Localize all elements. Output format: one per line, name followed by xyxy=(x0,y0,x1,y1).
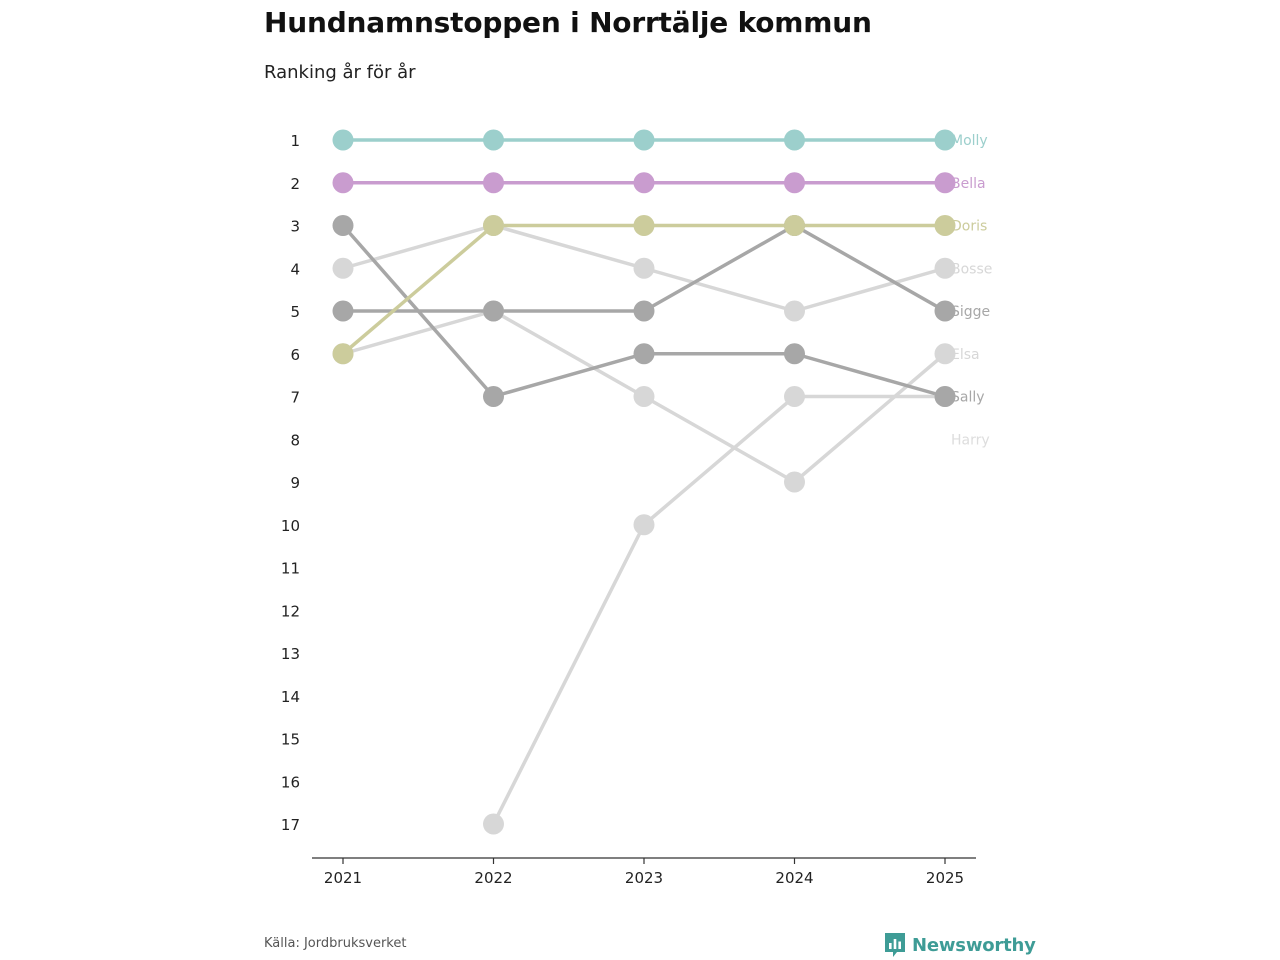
x-tick-label: 2025 xyxy=(925,869,965,887)
series-lines xyxy=(343,140,945,824)
y-tick-label: 17 xyxy=(280,816,300,834)
series-label-sally: Sally xyxy=(951,389,985,406)
chart-title: Hundnamnstoppen i Norrtälje kommun xyxy=(264,6,872,39)
series-label-doris: Doris xyxy=(951,218,988,235)
data-point-bosse xyxy=(333,258,354,279)
y-axis-ticks xyxy=(281,132,300,834)
y-tick-label: 1 xyxy=(290,132,300,150)
data-point-bosse xyxy=(784,301,805,322)
data-point-molly xyxy=(483,130,504,151)
y-tick-label: 12 xyxy=(280,602,300,621)
y-tick-label: 8 xyxy=(290,431,300,450)
data-point-elsa xyxy=(784,472,805,493)
data-point-molly xyxy=(784,130,805,151)
data-point-sally xyxy=(483,301,504,322)
y-tick-label: 2 xyxy=(290,174,300,193)
brand-logo[interactable] xyxy=(884,932,1036,958)
x-axis-ticks xyxy=(324,858,964,887)
data-point-sally xyxy=(333,301,354,322)
bar-chart-icon xyxy=(884,932,906,958)
x-tick-label: 2024 xyxy=(775,869,814,887)
data-point-harry xyxy=(784,386,805,407)
source-note: Källa: Jordbruksverket xyxy=(264,936,407,951)
y-tick-label: 6 xyxy=(290,345,300,364)
y-tick-label: 3 xyxy=(290,217,300,236)
data-point-bella xyxy=(634,172,655,193)
data-point-bella xyxy=(483,172,504,193)
data-point-doris xyxy=(333,343,354,364)
series-line-doris xyxy=(343,226,945,354)
y-tick-label: 9 xyxy=(290,474,300,492)
data-point-harry xyxy=(634,514,655,535)
x-tick-label: 2021 xyxy=(323,869,363,887)
data-point-sigge xyxy=(483,386,504,407)
data-point-doris xyxy=(784,215,805,236)
series-labels xyxy=(951,133,992,448)
data-point-doris xyxy=(634,215,655,236)
y-tick-label: 14 xyxy=(280,687,300,706)
chart-subtitle: Ranking år för år xyxy=(264,62,416,83)
series-label-bella: Bella xyxy=(951,175,986,192)
brand-name: Newsworthy xyxy=(912,934,1036,956)
data-point-sigge xyxy=(634,343,655,364)
y-tick-label: 15 xyxy=(280,730,300,749)
series-label-harry: Harry xyxy=(951,432,990,449)
data-point-elsa xyxy=(634,386,655,407)
data-point-harry xyxy=(483,814,504,835)
series-points xyxy=(333,130,956,835)
data-point-bella xyxy=(333,172,354,193)
x-tick-label: 2022 xyxy=(474,869,513,887)
y-tick-label: 11 xyxy=(280,559,300,578)
y-tick-label: 4 xyxy=(290,260,300,279)
y-tick-label: 10 xyxy=(280,516,300,535)
data-point-sigge xyxy=(333,215,354,236)
data-point-bella xyxy=(784,172,805,193)
series-line-harry xyxy=(494,397,946,825)
data-point-molly xyxy=(333,130,354,151)
series-label-molly: Molly xyxy=(951,133,988,149)
y-tick-label: 5 xyxy=(290,303,300,321)
data-point-sally xyxy=(634,301,655,322)
data-point-bosse xyxy=(634,258,655,279)
y-tick-label: 7 xyxy=(290,388,300,407)
y-tick-label: 13 xyxy=(280,645,300,663)
data-point-doris xyxy=(483,215,504,236)
data-point-sigge xyxy=(784,343,805,364)
x-tick-label: 2023 xyxy=(624,869,664,887)
data-point-molly xyxy=(634,130,655,151)
series-label-bosse: Bosse xyxy=(951,261,993,278)
y-tick-label: 16 xyxy=(280,773,300,792)
series-label-sigge: Sigge xyxy=(951,304,991,320)
series-label-elsa: Elsa xyxy=(951,346,980,363)
